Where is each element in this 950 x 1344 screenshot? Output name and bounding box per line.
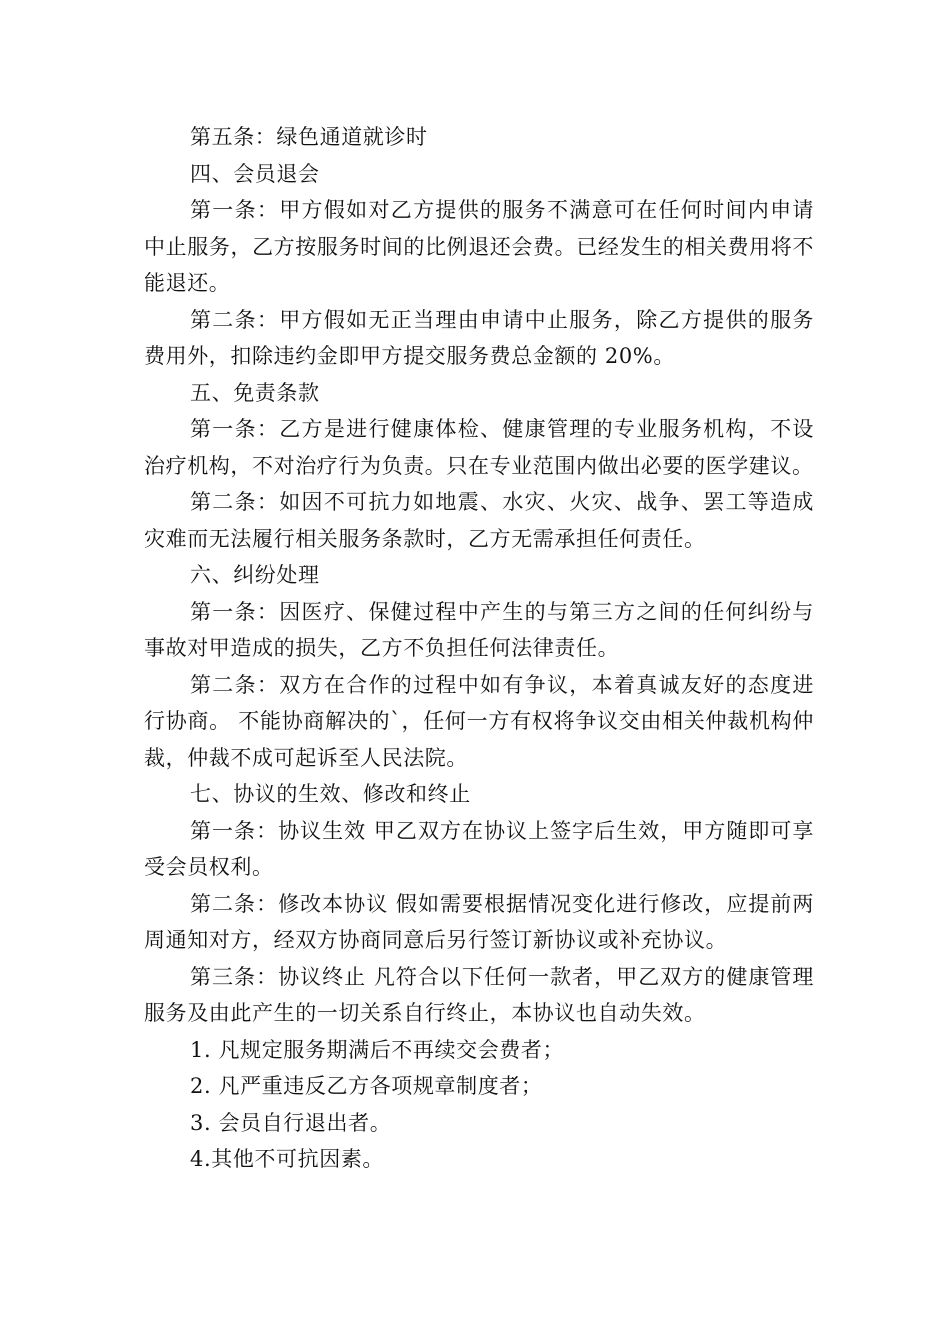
section-heading-effect-modification-termination: 七、协议的生效、修改和终止 bbox=[190, 782, 471, 806]
withdrawal-clause-2: 第二条：甲方假如无正当理由申请中止服务，除乙方提供的服务费用外，扣除违约金即甲方提交服务费总金额的 20%。 bbox=[144, 307, 814, 368]
agreement-clause-3: 第三条：协议终止 凡符合以下任何一款者，甲乙双方的健康管理服务及由此产生的一切关系自行终止，本协议也自动失效。 bbox=[144, 964, 814, 1025]
agreement-clause-1: 第一条：协议生效 甲乙双方在协议上签字后生效，甲方随即可享受会员权利。 bbox=[144, 818, 814, 879]
clause-5-green-channel: 第五条：绿色通道就诊时 bbox=[190, 125, 428, 149]
document-body bbox=[144, 119, 814, 1178]
dispute-clause-2: 第二条：双方在合作的过程中如有争议，本着真诚友好的态度进行协商。 不能协商解决的`，任何一方有权将争议交由相关仲裁机构仲裁，仲裁不成可起诉至人民法院。 bbox=[144, 672, 814, 770]
agreement-clause-2: 第二条：修改本协议 假如需要根据情况变化进行修改，应提前两周通知对方，经双方协商同意后另行签订新协议或补充协议。 bbox=[144, 891, 814, 952]
disclaimer-clause-1: 第一条：乙方是进行健康体检、健康管理的专业服务机构，不设治疗机构，不对治疗行为负责。只在专业范围内做出必要的医学建议。 bbox=[144, 417, 814, 478]
section-heading-membership-withdrawal: 四、会员退会 bbox=[190, 161, 320, 186]
termination-item-2: 2. 凡严重违反乙方各项规章制度者； bbox=[190, 1074, 543, 1098]
dispute-clause-1: 第一条：因医疗、保健过程中产生的与第三方之间的任何纠纷与事故对甲造成的损失，乙方不负担任何法律责任。 bbox=[144, 599, 814, 660]
termination-item-3: 3. 会员自行退出者。 bbox=[190, 1110, 392, 1135]
withdrawal-clause-1: 第一条：甲方假如对乙方提供的服务不满意可在任何时间内申请中止服务，乙方按服务时间的比例退还会费。已经发生的相关费用将不能退还。 bbox=[144, 198, 814, 295]
section-heading-dispute-resolution: 六、纠纷处理 bbox=[190, 563, 320, 587]
termination-item-1: 1. 凡规定服务期满后不再续交会费者； bbox=[190, 1037, 565, 1062]
section-heading-disclaimer: 五、免责条款 bbox=[190, 380, 320, 405]
disclaimer-clause-2: 第二条：如因不可抗力如地震、水灾、火灾、战争、罢工等造成灾难而无法履行相关服务条款时，乙方无需承担任何责任。 bbox=[144, 490, 814, 551]
termination-item-4: 4.其他不可抗因素。 bbox=[190, 1147, 385, 1171]
